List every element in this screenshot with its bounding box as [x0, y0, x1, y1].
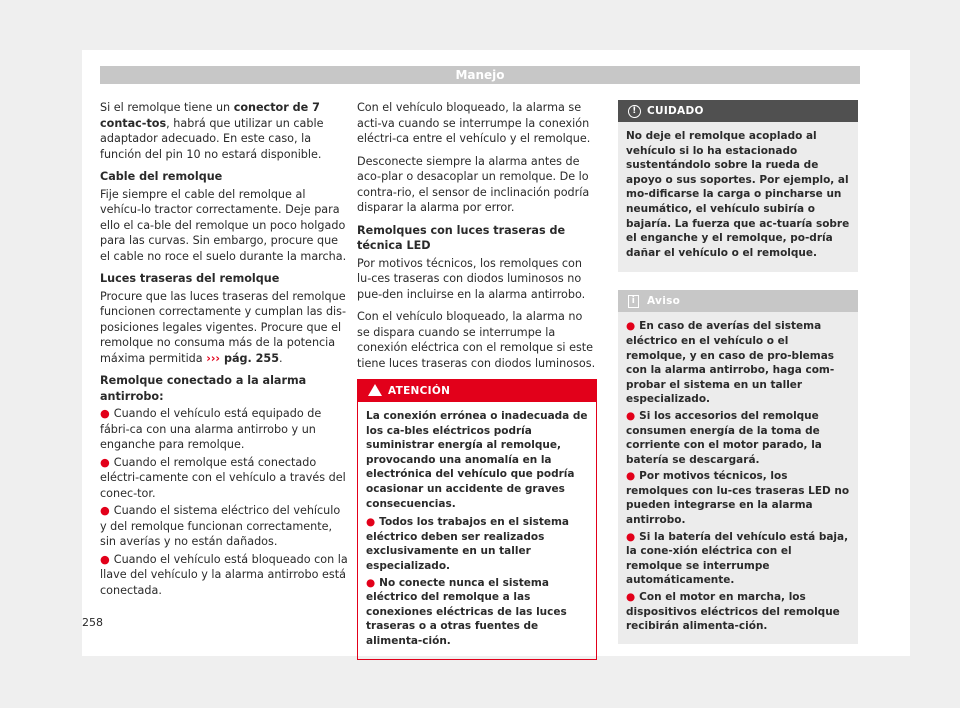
paragraph-cable: Fije siempre el cable del remolque al vehícu-lo tractor correctamente. Deje para ello el ca-ble del remolque un poco holgado para las curvas. Sin embargo, procure que el cable no roce el suelo durante la marcha. [100, 187, 347, 263]
list-item: ● Si los accesorios del remolque consumen energía de la toma de corriente con el motor parado, la batería se descargará. [626, 409, 822, 466]
bullet-icon: ● [626, 530, 636, 543]
column-left [100, 100, 348, 600]
intro-paragraph: Si el remolque tiene un conector de 7 contac-tos, habrá que utilizar un cable adaptador adecuado. En este caso, la función del pin 10 no estará disponible. [100, 101, 324, 161]
list-item: ● No conecte nunca el sistema eléctrico del remolque a las conexiones eléctricas de las luces traseras o a otras fuentes de alimenta-ción. [366, 576, 567, 647]
paragraph-alarm-activation: Con el vehículo bloqueado, la alarma se acti-va cuando se interrumpe la conexión eléctri-ca entre el vehículo y el remolque. [357, 101, 591, 145]
exclamation-circle-icon: ! [628, 105, 641, 118]
heading-alarma: Remolque conectado a la alarma antirrobo: [100, 374, 307, 403]
bullet-icon: ● [100, 552, 110, 566]
heading-luces: Luces traseras del remolque [100, 272, 280, 285]
bullet-icon: ● [626, 320, 636, 333]
bullet-icon: ● [100, 455, 110, 469]
bullet-icon: ● [626, 470, 636, 483]
atencion-warning-box [357, 379, 597, 660]
paragraph-luces: Procure que las luces traseras del remolque funcionen correctamente y cumplan las dis-posiciones legales vigentes. Procure que el remolque no consuma más de la potencia máxima permitida ››› pág. 255. [100, 289, 347, 365]
column-middle [357, 100, 597, 660]
cuidado-text: No deje el remolque acoplado al vehículo si lo ha estacionado sustentándolo sobre la rueda de apoyo o sus soportes. Por ejemplo, al mo-dificarse la carga o pincharse un neumático, el vehículo subiría o bajaría. La fuerza que ac-tuaría sobre el enganche y el remolque, po-dría dañar el vehículo o el remolque. [626, 130, 850, 259]
paragraph-led-1: Por motivos técnicos, los remolques con lu-ces traseras con diodos luminosos no pue-den incluirse en la alarma antirrobo. [357, 256, 586, 301]
info-icon: i [628, 295, 639, 308]
aviso-header: i Aviso [618, 290, 858, 312]
paragraph-disconnect-alarm: Desconecte siempre la alarma antes de aco-plar o desacoplar un remolque. De lo contra-rio, el sensor de inclinación podría disparar la alarma por error. [357, 154, 590, 214]
bullet-icon: ● [100, 407, 110, 420]
list-item: ● Cuando el vehículo está equipado de fábri-ca con una alarma antirrobo y un enganche para remolque. [100, 407, 322, 451]
aviso-box [618, 290, 858, 643]
cuidado-box [618, 100, 858, 272]
paragraph-led-2: Con el vehículo bloqueado, la alarma no se dispara cuando se interrumpe la conexión eléctrica con el remolque si este tiene luces traseras con diodos luminosos. [357, 310, 596, 370]
page-reference-arrows[interactable]: ››› [206, 351, 221, 365]
warning-triangle-icon [368, 384, 382, 396]
cuidado-body [618, 122, 858, 272]
bullet-icon: ● [626, 591, 636, 604]
list-item: ● Cuando el remolque está conectado eléctri-camente con el vehículo a través del conec-tor. [100, 455, 346, 500]
atencion-text: La conexión errónea o inadecuada de los ca-bles eléctricos podría suministrar energía al remolque, provocando una anomalía en la electrónica del vehículo que podría ocasionar un accidente de graves consecuencias. [366, 410, 588, 510]
cuidado-header: ! CUIDADO [618, 100, 858, 122]
atencion-header: ATENCIÓN [358, 380, 596, 402]
list-item: ● Cuando el sistema eléctrico del vehículo y del remolque funcionan correctamente, sin averías y no están dañados. [100, 504, 341, 548]
heading-cable: Cable del remolque [100, 170, 223, 183]
heading-led: Remolques con luces traseras de técnica LED [357, 223, 566, 252]
list-item: ● Por motivos técnicos, los remolques con lu-ces traseras LED no pueden integrarse en la alarma antirrobo. [626, 470, 850, 527]
list-item: ● Cuando el vehículo está bloqueado con la llave del vehículo y la alarma antirrobo está conectada. [100, 552, 348, 597]
aviso-body [618, 312, 858, 643]
bullet-icon: ● [100, 504, 110, 517]
bullet-icon: ● [626, 409, 636, 422]
list-item: ● Todos los trabajos en el sistema eléctrico deben ser realizados exclusivamente en un taller especializado. [366, 516, 570, 572]
atencion-body [358, 402, 596, 659]
list-item: ● En caso de averías del sistema eléctrico en el vehículo o el remolque, y en caso de pro-blemas con la alarma antirrobo, haga com-probar el sistema en un taller especializado. [626, 320, 835, 406]
section-header: Manejo [100, 66, 860, 84]
connector-term: conector de 7 contac-tos [100, 101, 320, 130]
list-item: ● Si la batería del vehículo está baja, la cone-xión eléctrica con el remolque se interrumpe automáticamente. [626, 530, 849, 587]
bullet-icon: ● [366, 576, 376, 589]
page-number: 258 [82, 616, 103, 629]
column-right [618, 100, 858, 644]
bullet-icon: ● [366, 516, 376, 529]
manual-page [82, 50, 910, 656]
list-item: ● Con el motor en marcha, los dispositivos eléctricos del remolque recibirán alimenta-ción. [626, 591, 840, 633]
page-reference-link[interactable]: pág. 255 [220, 351, 280, 365]
